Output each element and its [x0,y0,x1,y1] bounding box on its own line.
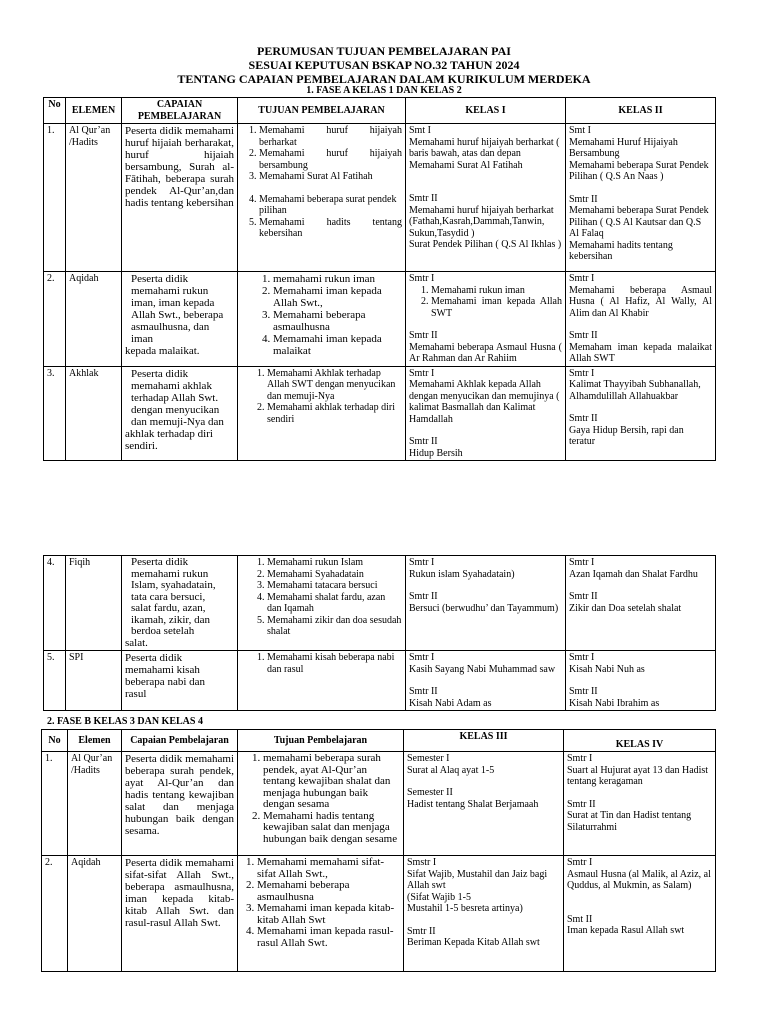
content-line: memahami rukun [131,567,209,580]
row-tujuan [238,556,406,651]
row-kelas-2 [566,556,716,651]
content-line: Memahami Huruf Hijaiyah Bersambung [569,136,678,159]
list-item: 1. Memahami rukun Islam [267,557,402,569]
semester-label: Smtr I [409,652,435,663]
semester-label: Smtr II [569,591,598,602]
semester-label: Semester I [407,753,450,764]
header-elemen: ELEMEN [66,98,122,124]
row-capaian [122,556,238,651]
fase-a-heading: 1. FASE A KELAS 1 DAN KELAS 2 [306,85,462,96]
list-item: 2. Memahami iman kepada Allah SWT [431,296,562,319]
content-line: Memahami huruf hijaiyah berharkat (Fathah,Kasrah,Dammah,Tanwin, Sukun,Tasydid ) [409,204,554,239]
table-row [44,124,716,272]
table-header-row [42,730,716,752]
row-no: 5. [44,651,66,711]
list-item: 1. memahami beberapa surah pendek, ayat Al-Qur’an tentang kewajiban shalat dan menjaga hubungan baik dengan sesama [263,753,400,811]
row-elemen: SPI [66,651,122,711]
content-line: memahami rukun [131,285,209,297]
row-kelas-4 [564,752,716,856]
list-item: 2. Memahami beberapa asmaulhusna [257,880,400,903]
semester-label: Smtr II [409,193,438,204]
row-elemen: Al Qur’an /Hadits [66,124,122,272]
list-item: 4. Memamahi iman kepada malaikat [273,333,402,357]
row-kelas-1 [406,272,566,367]
content-line: Peserta didik [131,367,189,380]
header-kelas-4: KELAS IV [564,730,716,752]
content-line: Memahami beberapa Surat Pendek Pilihan ( Q.S Al Kautsar dan Q.S Al Falaq [569,205,709,239]
content-line: akhlak terhadap diri [125,427,213,440]
list-item: 3. Memahami tatacara bersuci [267,580,402,592]
header-tujuan: TUJUAN PEMBELAJARAN [238,98,406,124]
content-line: Kasih Sayang Nabi Muhammad saw [409,663,556,675]
content-line: memahami kisah [125,664,200,676]
content-line: Kisah Nabi Nuh as [569,663,645,675]
content-line: tata cara bersuci, [131,590,206,603]
fase-a-table-part-1 [43,97,716,461]
row-no: 2. [44,272,66,367]
content-line: Peserta didik [125,652,183,664]
row-tujuan [238,272,406,367]
content-line: Azan Iqamah dan Shalat Fardhu [569,568,698,580]
row-capaian: Peserta didik memahami beberapa surah pendek, ayat Al-Qur’an dan hadis tentang kewajiban salat dan menjaga hubungan baik dengan sesama. [122,752,238,856]
semester-label: Smtr I [409,273,435,284]
content-line: Memahami beberapa Asmaul Husna ( Ar Rahman dan Ar Rahiim [409,341,562,364]
list-item: 5. Memahami zikir dan doa sesudah shalat [267,615,402,638]
semester-label: Smt I [569,125,591,136]
row-kelas-3 [404,752,564,856]
semester-label: Smtr II [409,591,438,602]
doc-title-line-3: TENTANG CAPAIAN PEMBELAJARAN DALAM KURIKULUM MERDEKA [177,72,591,86]
row-kelas-1 [406,651,566,711]
content-line: terhadap Allah Swt. [131,391,219,404]
header-elemen: Elemen [68,730,122,752]
list-item: 3. Memahami iman kepada kitab- kitab Allah Swt [257,903,400,926]
row-capaian: Peserta didik memahami sifat-sifat Allah Swt., beberapa asmaulhusna, iman kepada kitab- kitab Allah Swt. dan rasul-rasul Allah Swt. [122,856,238,972]
content-line: Kisah Nabi Ibrahim as [569,697,660,709]
list-item: 2. Memahami akhlak terhadap diri sendiri [267,402,402,425]
row-tujuan [238,366,406,461]
content-line: iman, iman kepada [131,297,215,309]
semester-label: Smtr I [409,557,435,568]
content-line: Mustahil 1-5 besreta artinya) [407,903,523,914]
table-header-row [44,98,716,124]
row-tujuan [238,124,406,272]
row-no: 3. [44,366,66,461]
semester-label: Smtr I [569,273,595,284]
content-line: Asmaul Husna (al Malik, al Aziz, al Quddus, al Mukmin, as Salam) [567,868,711,891]
content-line: dan memuji-Nya dan [131,415,224,428]
doc-title-line-1: PERUMUSAN TUJUAN PEMBELAJARAN PAI [257,44,511,58]
content-line: sendiri. [125,439,158,452]
row-elemen: Akhlak [66,366,122,461]
content-line: Bersuci (berwudhu’ dan Tayammum) [409,602,559,614]
content-line: Hidup Bersih [409,447,463,459]
semester-label: Smtr II [409,330,438,341]
list-item: 2. Memahami Syahadatain [267,569,402,581]
header-capaian: Capaian Pembelajaran [122,730,238,752]
row-elemen: Fiqih [66,556,122,651]
header-kelas-1: KELAS I [406,98,566,124]
content-line: ikamah, zikir, dan [131,613,210,626]
row-elemen: Aqidah [68,856,122,972]
content-line: beberapa nabi dan [125,676,206,688]
content-line: Memahami huruf hijaiyah berharkat ( baris bawah, atas dan depan [409,136,560,159]
semester-label: Smtr II [567,798,596,810]
semester-label: Smtr II [569,193,598,205]
list-item: 1. memahami rukun iman [273,273,402,285]
semester-label: Smstr I [407,857,437,868]
header-no: No [42,730,68,752]
row-kelas-2 [566,366,716,461]
semester-label: Smtr II [569,413,598,424]
list-item: 1. Memahami huruf hijaiyah berharkat [259,125,402,148]
content-line: Peserta didik [131,556,189,568]
semester-label: Smt I [409,125,431,136]
row-kelas-1 [406,124,566,272]
list-item: 2. Memahami hadis tentang kewajiban salat dan menjaga hubungan baik dengan sesame [263,811,400,846]
semester-label: Smtr I [569,367,595,379]
row-capaian [122,366,238,461]
table-row [44,651,716,711]
content-line: dengan menyucikan [131,403,220,416]
list-item: 4. Memahami shalat fardu, azan dan Iqamah [267,592,402,615]
content-line: Iman kepada Rasul Allah swt [567,925,685,936]
list-item: 2. Memahami huruf hijaiyah bersambung [259,148,402,171]
fase-b-heading: 2. FASE B KELAS 3 DAN KELAS 4 [47,716,203,727]
semester-label: Smtr II [409,686,438,697]
content-line: Hadist tentang Shalat Berjamaah [407,798,539,810]
row-kelas-2 [566,272,716,367]
content-line: Allah Swt., beberapa [131,309,224,321]
row-kelas-4 [564,856,716,972]
header-kelas-2: KELAS II [566,98,716,124]
row-kelas-1 [406,556,566,651]
fase-a-table-part-2 [43,555,716,711]
content-line: rasul [125,688,147,700]
content-line: Surat at Tin dan Hadist tentang Silaturrahmi [567,810,692,833]
list-item: 5. Memahami hadits tentang kebersihan [259,217,402,240]
content-line: Surat Pendek Pilihan ( Q.S Al Ikhlas ) [409,239,562,250]
semester-label: Smtr I [567,753,593,764]
row-capaian: Peserta didik memahami huruf hijaiah berharakat, huruf hijaiah bersambung, Surah al-Fātihah, beberapa surah pendek Al-Qur’an,dan hadis tentang kebersihan [122,124,238,272]
row-tujuan [238,651,406,711]
list-item: 1. Memahami rukun iman [431,285,562,297]
table-row [44,366,716,461]
doc-title-line-2: SESUAI KEPUTUSAN BSKAP NO.32 TAHUN 2024 [248,58,520,72]
header-kelas-3: KELAS III [404,730,564,752]
table-row [42,752,716,856]
list-item: 2. Memahami iman kepada Allah Swt., [273,285,402,309]
row-elemen: Aqidah [66,272,122,367]
content-line: asmaulhusna, dan [131,321,210,333]
table-row [44,556,716,651]
table-row [42,856,716,972]
semester-label: Smtr II [407,925,436,937]
row-tujuan [238,856,404,972]
content-line: iman [131,333,153,345]
content-line: berdoa setelah [131,625,195,637]
semester-label: Smtr I [567,857,593,868]
row-no: 2. [42,856,68,972]
content-line: kepada malaikat. [125,345,200,357]
table-row [44,272,716,367]
semester-label: Smtr II [569,330,598,341]
row-kelas-2 [566,124,716,272]
list-item: 4. Memahami iman kepada rasul-rasul Allah Swt. [257,926,400,949]
content-line: Islam, syahadatain, [131,579,216,591]
content-line: Memahami Surat Al Fatihah [409,159,523,171]
header-no: No [44,98,66,124]
list-item: 1. Memahami memahami sifat-sifat Allah Swt., [257,857,400,880]
content-line: Rukun islam Syahadatain) [409,568,515,580]
row-elemen: Al Qur’an /Hadits [68,752,122,856]
header-tujuan: Tujuan Pembelajaran [238,730,404,752]
content-line: Sifat Wajib, Mustahil dan Jaiz bagi Allah swt [407,868,548,891]
content-line: Memahami beberapa Surat Pendek Pilihan ( Q.S An Naas ) [569,159,709,182]
content-line: salat. [125,636,148,649]
content-line: salat fardu, azan, [131,602,206,614]
row-kelas-2 [566,651,716,711]
row-capaian [122,272,238,367]
list-item: 1. Memahami Akhlak terhadap Allah SWT dengan menyucikan dan memuji-Nya [267,368,402,403]
row-tujuan [238,752,404,856]
semester-label: Smtr I [569,557,595,568]
row-no: 1. [44,124,66,272]
row-no: 4. [44,556,66,651]
content-line: Peserta didik [131,273,189,285]
content-line: Memahami beberapa Asmaul Husna ( Al Hafiz, Al Wally, Al Alim dan Al Khabir [569,284,712,319]
content-line: Suart al Hujurat ayat 13 dan Hadist tentang keragaman [567,764,709,787]
semester-label: Smtr II [409,436,438,447]
row-kelas-3 [404,856,564,972]
content-line: Kisah Nabi Adam as [409,697,492,709]
fase-b-table [41,729,716,972]
row-no: 1. [42,752,68,856]
content-line: Memaham iman kepada malaikat Allah SWT [569,341,712,364]
semester-label: Smtr I [409,367,435,379]
row-kelas-1 [406,366,566,461]
content-line: Surat al Alaq ayat 1-5 [407,764,495,776]
content-line: (Sifat Wajib 1-5 [407,891,471,903]
semester-label: Smt II [567,913,593,925]
content-line: Gaya Hidup Bersih, rapi dan teratur [569,424,684,447]
list-item: 1. Memahami kisah beberapa nabi dan rasul [267,652,402,675]
content-line: Beriman Kepada Kitab Allah swt [407,937,540,948]
content-line: Kalimat Thayyibah Subhanallah, Alhamdulillah Allahuakbar [569,379,701,402]
content-line: Memahami hadits tentang kebersihan [569,239,673,262]
content-line: Memahami Akhlak kepada Allah dengan menyucikan dan memujinya ( kalimat Basmallah dan Kalimat Hamdallah [409,379,560,425]
content-line: Zikir dan Doa setelah shalat [569,602,682,614]
content-line: memahami akhlak [131,379,212,392]
list-item: 3. Memahami beberapa asmaulhusna [273,309,402,333]
semester-label: Smtr II [569,686,598,697]
row-capaian [122,651,238,711]
list-item: 4. Memahami beberapa surat pendek pilihan [259,194,402,217]
semester-label: Semester II [407,787,453,798]
semester-label: Smtr I [569,652,595,663]
header-capaian: CAPAIAN PEMBELAJARAN [122,98,238,124]
list-item: 3. Memahami Surat Al Fatihah [259,171,402,183]
